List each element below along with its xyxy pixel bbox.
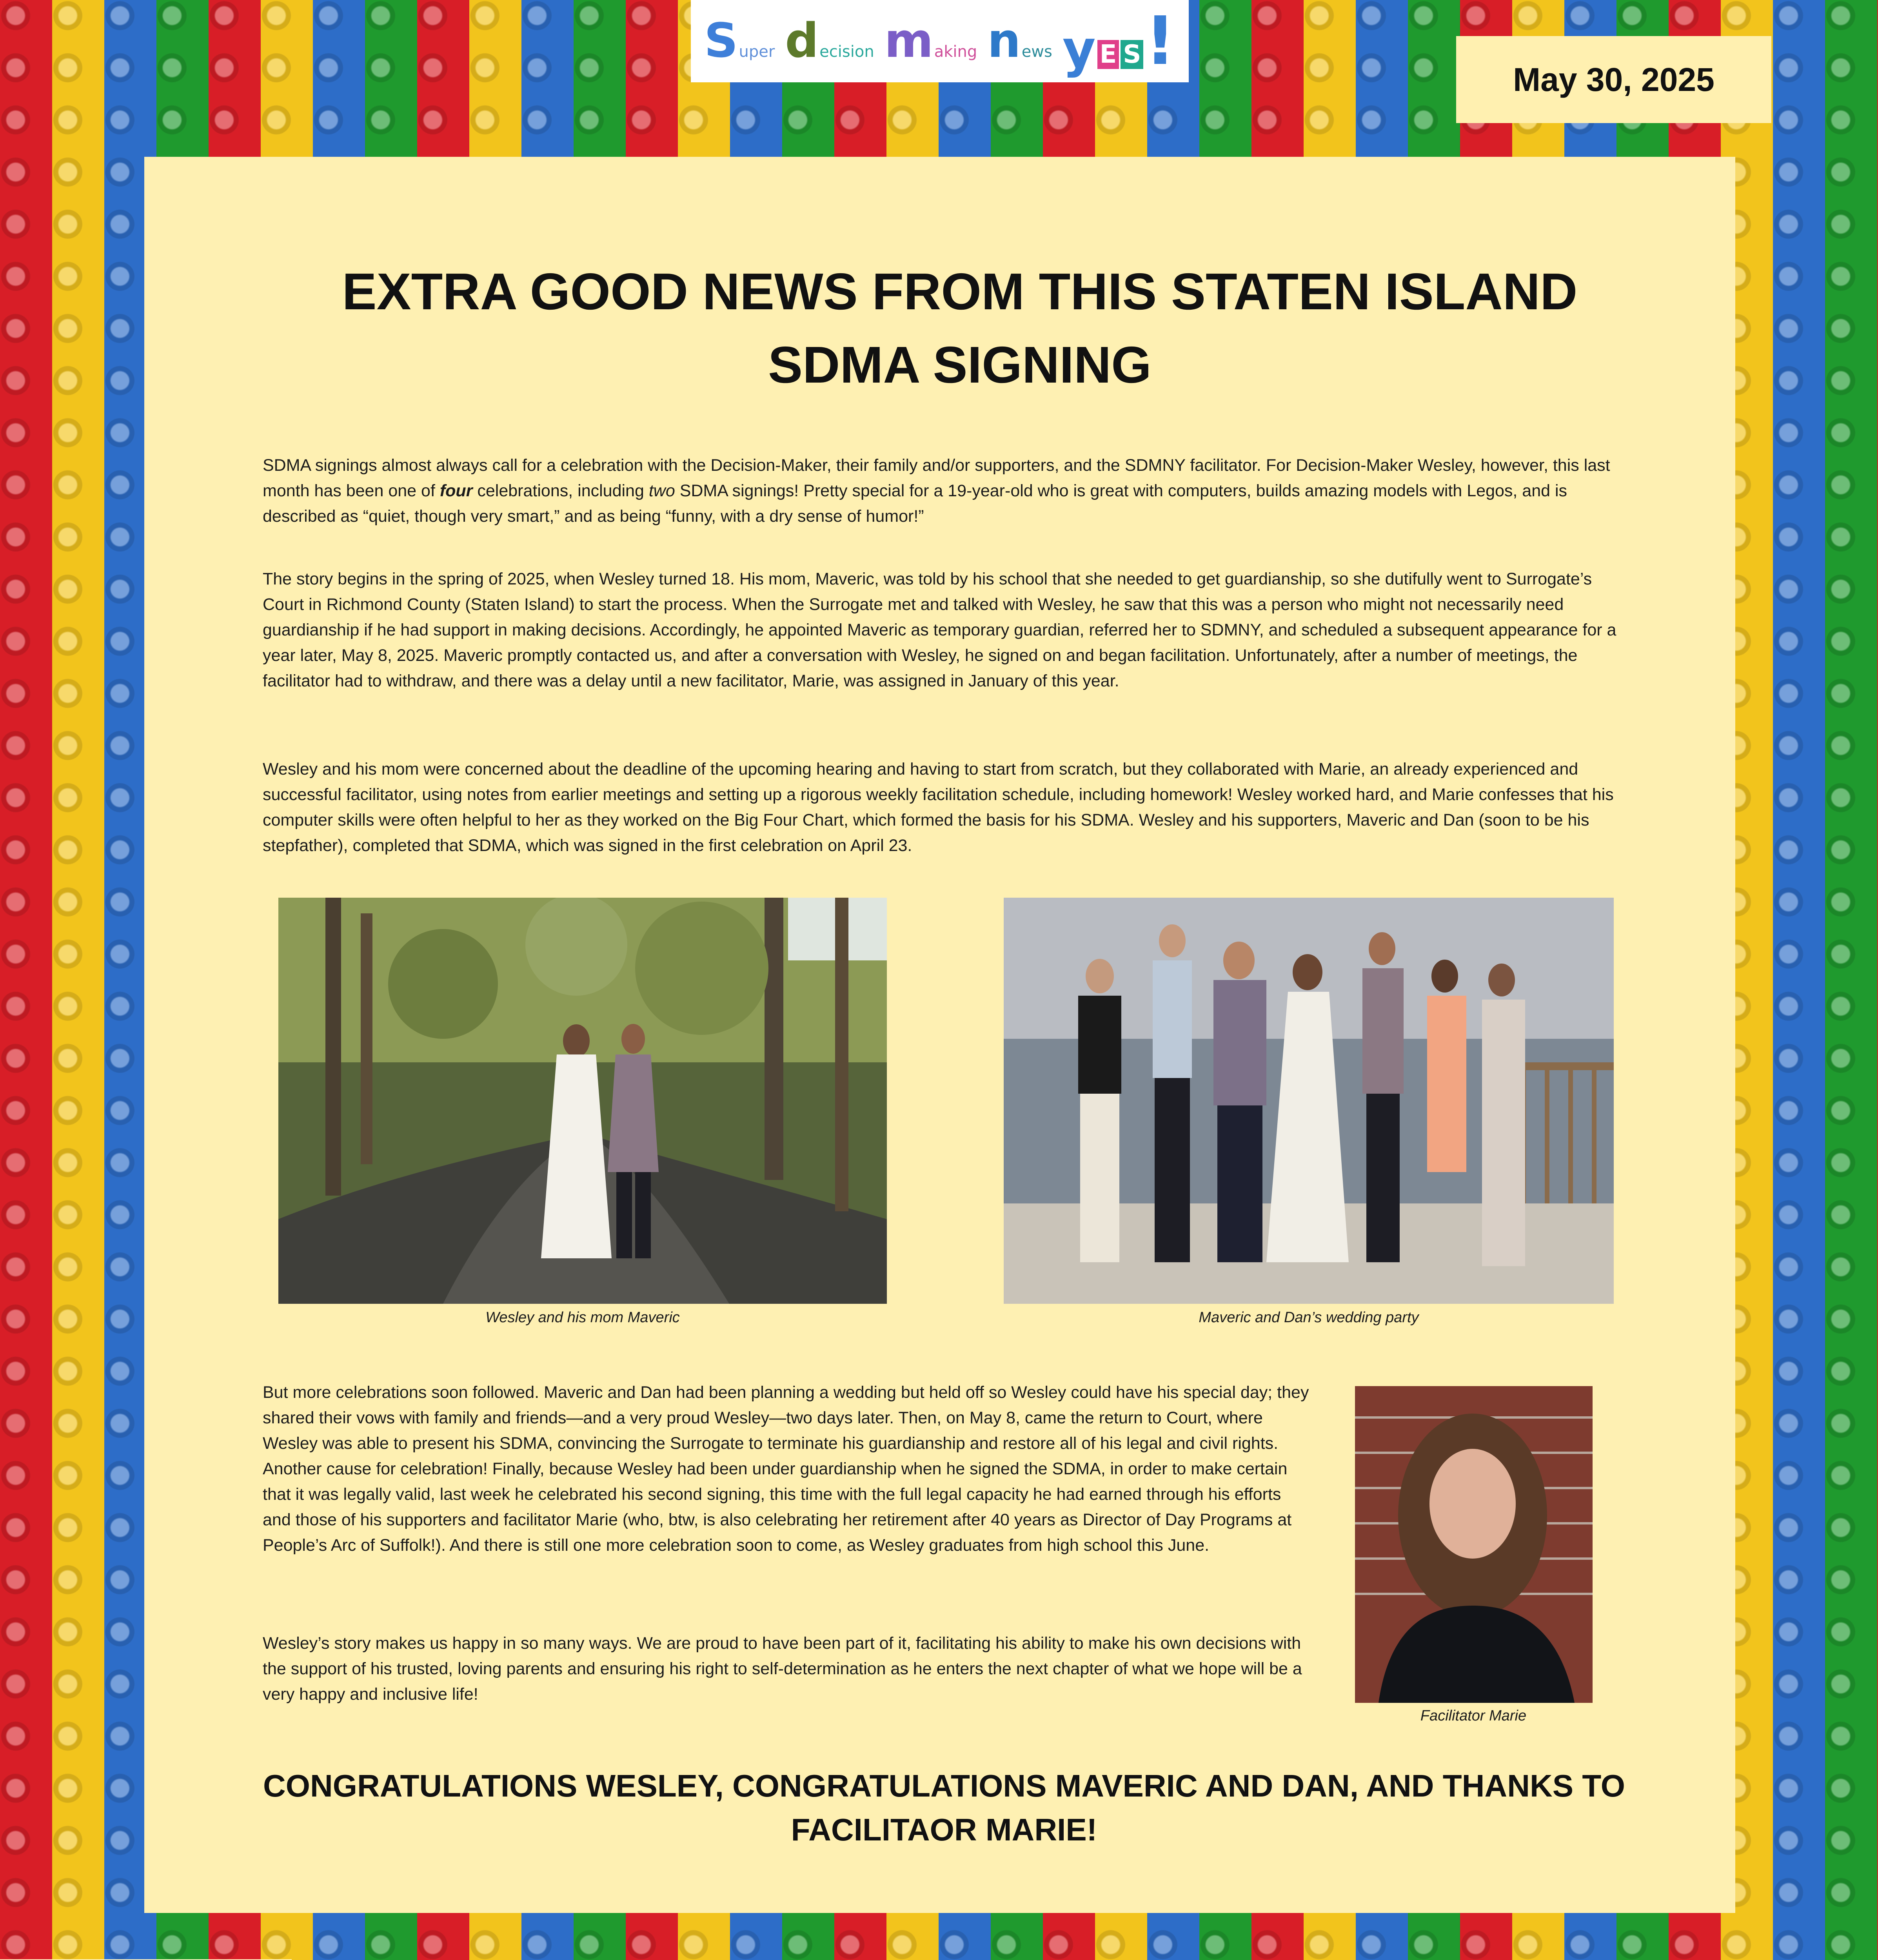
photo-facilitator-marie (1355, 1386, 1593, 1703)
article-paragraph-conclusion: Wesley’s story makes us happy in so many ways. We are proud to have been part of it, facilitating his ability to make his own decisions with the support of his trusted, loving parents and ensuring his right to self-determination as he enters the next chapter of what we hope will be a very happy and inclusive life! (263, 1634, 1302, 1704)
article-panel (144, 157, 1735, 1913)
masthead-yes: y E S ! (1062, 2, 1175, 80)
masthead-making: m aking (884, 14, 977, 68)
photo-caption: Maveric and Dan’s wedding party (1199, 1309, 1419, 1326)
article-headline: EXTRA GOOD NEWS FROM THIS STATEN ISLAND SDMA SIGNING (342, 263, 1578, 394)
photo-caption: Facilitator Marie (1420, 1708, 1527, 1724)
article-paragraph-facilitation: Wesley and his mom were concerned about the deadline of the upcoming hearing and having to start from scratch, but they collaborated with Marie, an already experienced and successful facilitator, using notes from earlier meetings and setting up a rigorous weekly facilitation schedule, including homework! Wesley worked hard, and Marie confesses that his computer skills were often helpful to her as they worked on the Big Four Chart, which formed the basis for his SDMA. Wesley and his supporters, Maveric and Dan (soon to be his stepfather), completed that SDMA, which was signed in the first celebration on April 23. (263, 760, 1614, 855)
closing-congratulations: CONGRATULATIONS WESLEY, CONGRATULATIONS MAVERIC AND DAN, AND THANKS TO FACILITAOR MARIE! (263, 1768, 1625, 1847)
article-paragraph-story: The story begins in the spring of 2025, when Wesley turned 18. His mom, Maveric, was told by his school that she needed to get guardianship, so she dutifully went to Surrogate’s Court in Richmond County (Staten Island) to start the process. When the Surrogate met and talked with Wesley, he saw that this was a person who might not necessarily need guardianship if he had support in making decisions. Accordingly, he appointed Maveric as temporary guardian, referred her to SDMNY, and scheduled a subsequent appearance for a year later, May 8, 2025. Maveric promptly contacted us, and after a conversation with Wesley, he signed on and began facilitation. Unfortunately, after a number of meetings, the facilitator had to withdraw, and there was a delay until a new facilitator, Marie, was assigned in January of this year. (263, 570, 1616, 690)
masthead-news: n ews (987, 14, 1052, 68)
newsletter-masthead (691, 0, 1189, 82)
article-paragraph-celebrations: But more celebrations soon followed. Maveric and Dan had been planning a wedding but held off so Wesley could have his special day; they shared their vows with family and friends—and a very proud Wesley—two days later. Then, on May 8, came the return to Court, where Wesley was able to present his SDMA, convincing the Surrogate to terminate his guardianship and restore all of his legal and civil rights. Another cause for celebration! Finally, because Wesley had been under guardianship when he signed the SDMA, in order to make certain that it was legally valid, last week he celebrated his second signing, this time with the full legal capacity he had earned through his efforts and those of his supporters and facilitator Marie (who, btw, is also celebrating her retirement after 40 years as Director of Day Programs at People’s Arc of Suffolk!). And there is still one more celebration soon to come, as Wesley graduates from high school this June. (263, 1383, 1309, 1555)
masthead-super: S uper (704, 14, 775, 68)
article-paragraph-intro: SDMA signings almost always call for a celebration with the Decision-Maker, their family and/or supporters, and the SDMNY facilitator. For Decision-Maker Wesley, however, this last month has been one of four celebrations, including two SDMA signings! Pretty special for a 19-year-old who is great with computers, builds amazing models with Legos, and is described as “quiet, though very smart,” and as being “funny, with a dry sense of humor!” (263, 456, 1610, 526)
issue-date: May 30, 2025 (1456, 36, 1771, 123)
photo-wesley-and-maveric (278, 898, 887, 1304)
masthead-decision: d ecision (785, 14, 874, 68)
photo-wedding-party (1004, 898, 1614, 1304)
photo-caption: Wesley and his mom Maveric (485, 1309, 680, 1326)
